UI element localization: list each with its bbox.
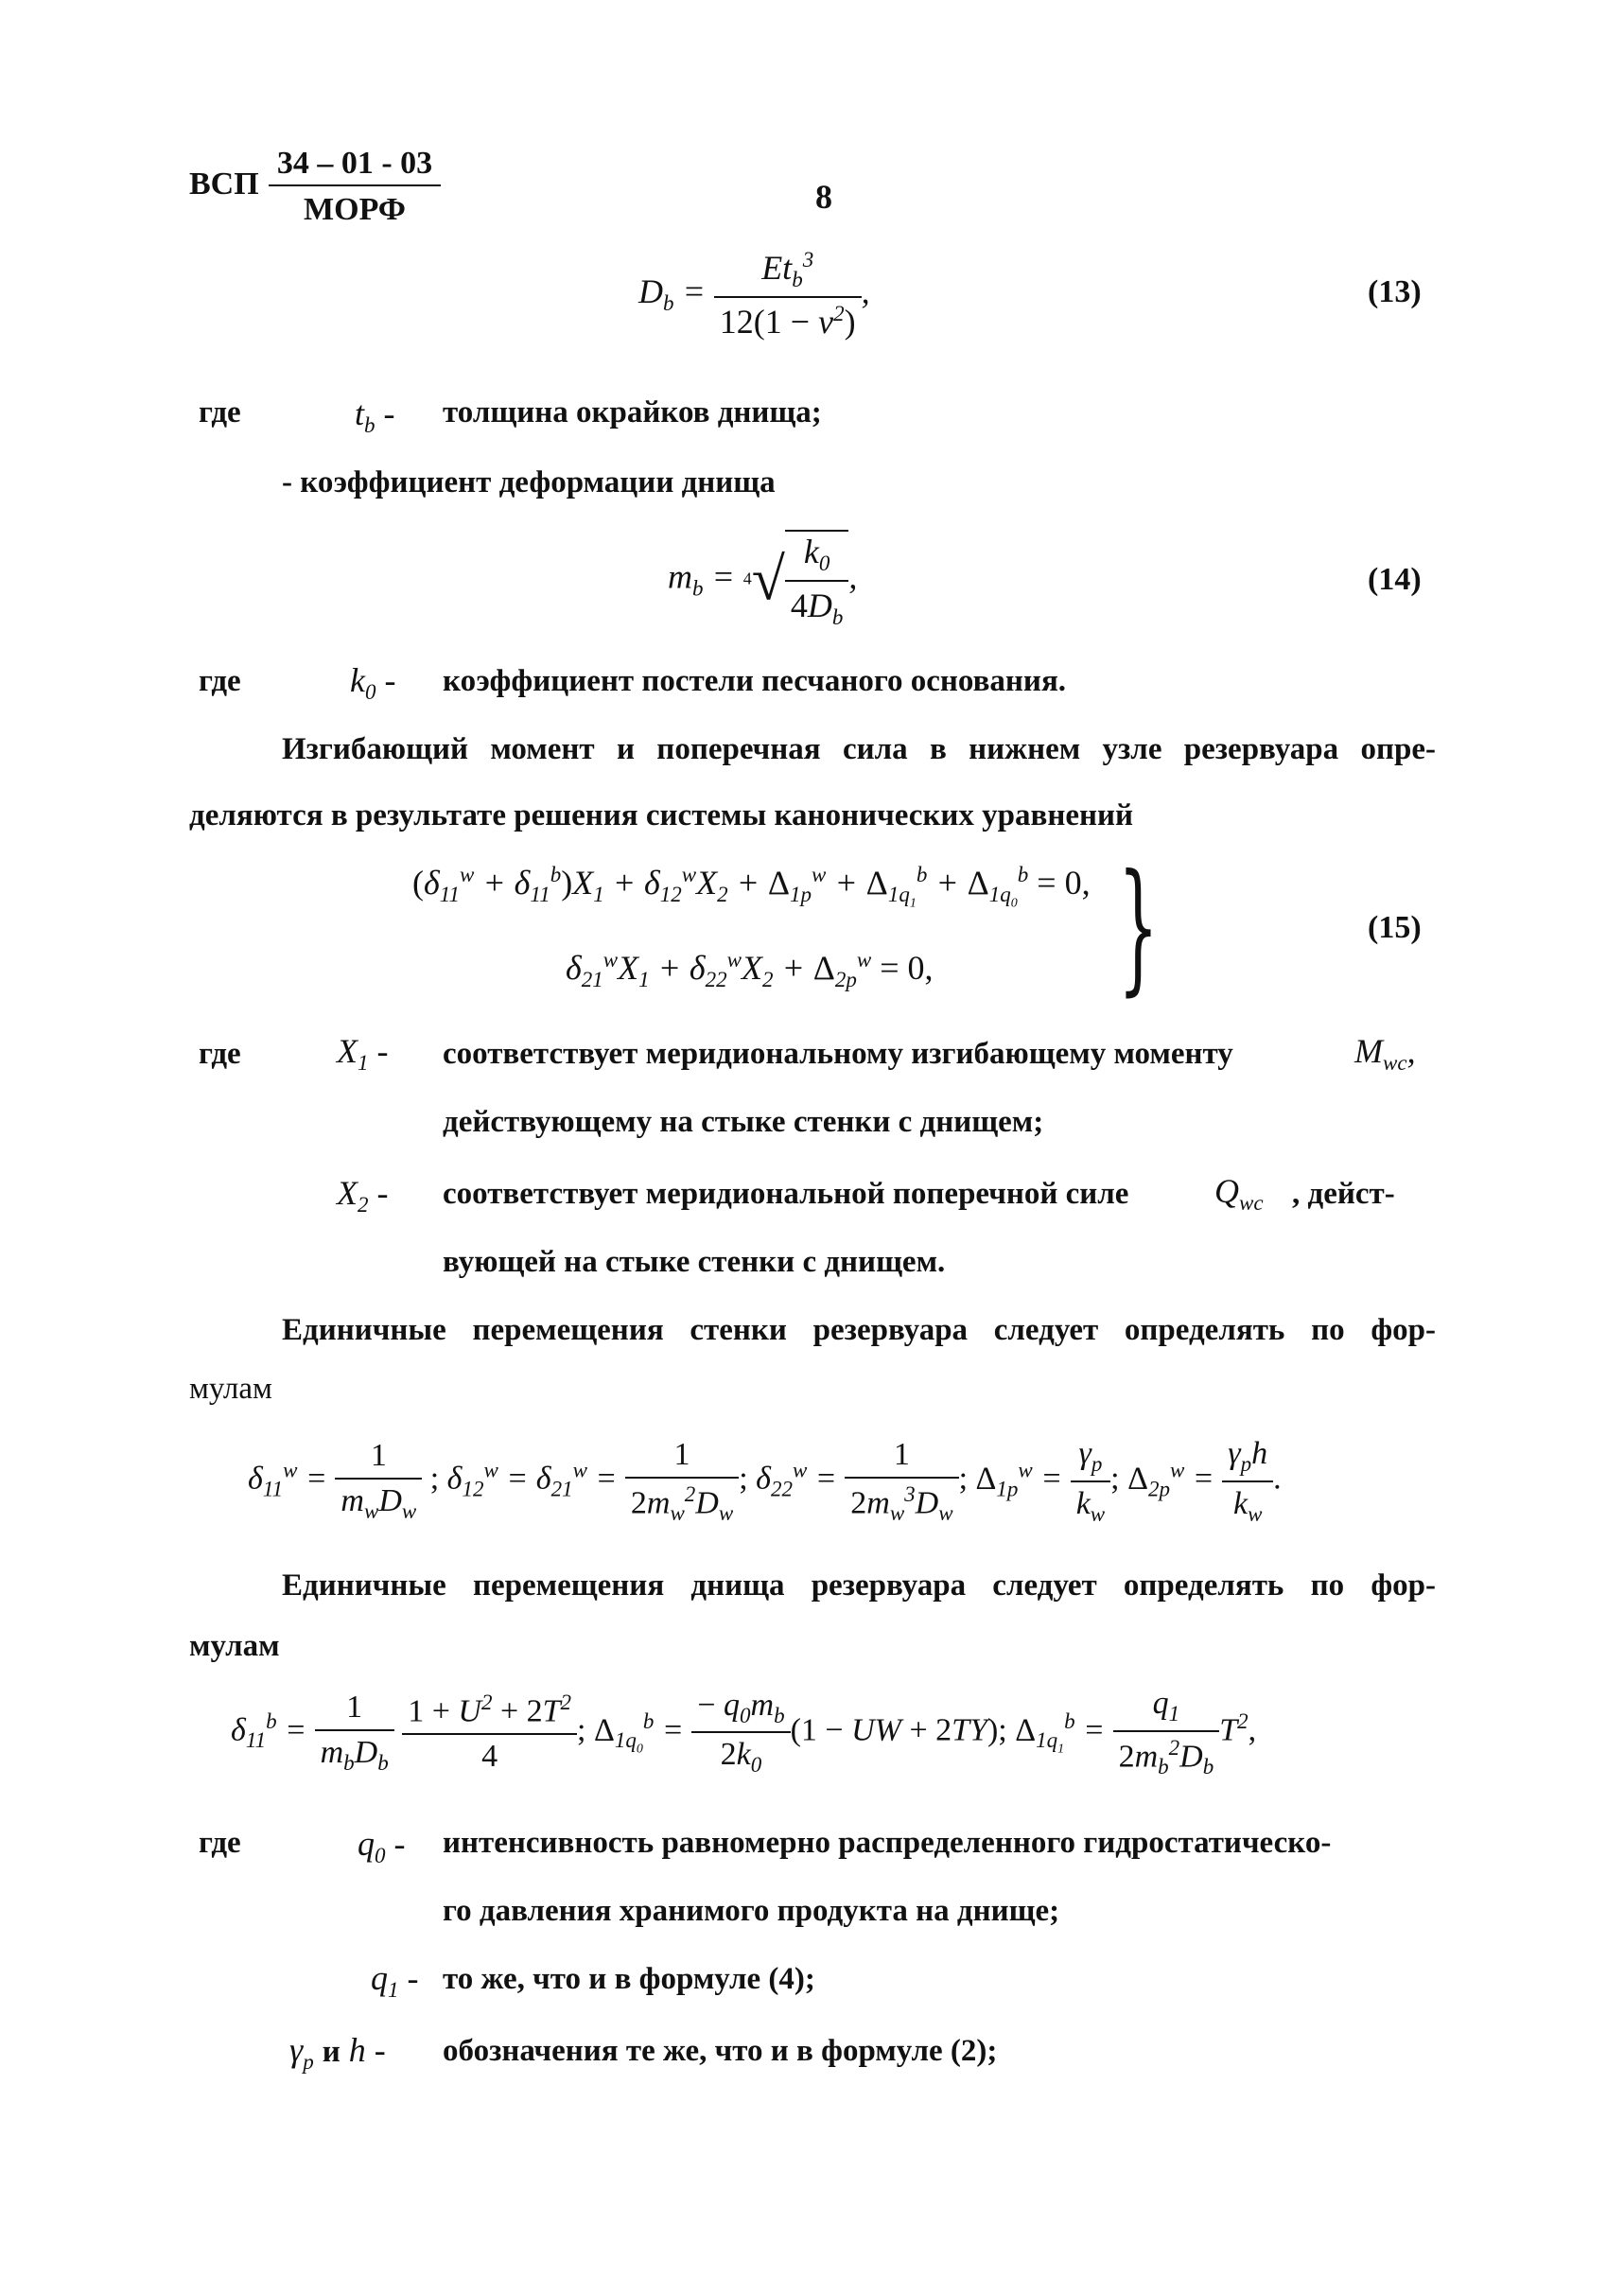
symbol-q0: $q_0$ - (358, 1825, 406, 1868)
definition-x1-line-2: действующему на стыке стенки с днищем; (443, 1105, 1044, 1139)
formula-15-line-1: $(\delta_{11}^w + \delta_{11}^b)X_1 + \delta_{12}^wX_2 + \Delta_{1p}^w + \Delta_{1q_1}^b + \Delta_{1q_0}^b = 0$, (412, 863, 1091, 911)
paragraph-line: Изгибающий момент и поперечная сила в нижнем узле резервуара опре- (282, 732, 1436, 766)
paragraph-line: мулам (189, 1629, 280, 1663)
definition-x1-line-1: соответствует меридиональному изгибающему моменту (443, 1037, 1233, 1071)
definition-q1: то же, что и в формуле (4); (443, 1962, 815, 1996)
where-label: где (199, 664, 241, 698)
where-label: где (199, 1826, 241, 1860)
paragraph-line: мулам (189, 1372, 272, 1406)
symbol-tb: $t_b$ - (355, 394, 395, 438)
equation-number-14: (14) (1368, 562, 1422, 597)
definition-tb: толщина окрайков днища; (443, 395, 822, 429)
definition-x2-line-2: вующей на стыке стенки с днищем. (443, 1245, 946, 1279)
doc-code-bottom: МОРФ (304, 192, 406, 227)
formula-14: $m_b = 4√$ $\frac{k_0}{4D_b}$ , (668, 530, 857, 630)
formula-13: $D_b$ = $\frac{Et_b^3}{12(1 - \nu^2)}$ , (638, 248, 870, 342)
symbol-mwc: $M_{wc}$, (1354, 1032, 1416, 1076)
definition-x2-line-1b: , дейст- (1292, 1177, 1395, 1211)
doc-code-fraction-line (269, 184, 441, 186)
definition-k0: коэффициент постели песчаного основания. (443, 664, 1067, 698)
symbol-k0: $k_0$ - (350, 661, 396, 705)
brace-system: } (1118, 845, 1159, 1009)
symbol-gamma-p-and-h: $\gamma_p$ и h - (289, 2031, 386, 2075)
definition-x2-line-1a: соответствует меридиональной поперечной силе (443, 1177, 1129, 1211)
definition-q0-line-2: го давления хранимого продукта на днище; (443, 1894, 1060, 1928)
doc-code-top: 34 – 01 - 03 (276, 146, 433, 181)
symbol-q1: $q_1$ - (371, 1959, 419, 2003)
formula-wall-displacements: $\delta_{11}^w$ = $\frac{1}{m_wD_w}$ ; $\delta_{12}^w = \delta_{21}^w$ = $\frac{1}{2m_w^2D_w}$ ; $\delta_{22}^w$ = $\frac{1}{2m_w^3D_w}$ ; $\Delta_{1p}^w$ = $\frac{\gamma_p}{k_w}$ ; $\Delta_{2p}^w$ = $\frac{\gamma_ph}{k_w}$ . (248, 1436, 1282, 1526)
doc-code-prefix: ВСП (189, 166, 259, 201)
definition-gamma-h: обозначения те же, что и в формуле (2); (443, 2034, 998, 2068)
formula-bottom-displacements: $\delta_{11}^b$ = $\frac{1}{m_bD_b}$ $\frac{1 + U^2 + 2T^2}{4}$ ; $\Delta_{1q_0}^b$ = $\frac{- q_0m_b}{2k_0}$ (1 − UW + 2TY); $\Delta_{1q_1}^b$ = $\frac{q_1}{2m_b^2D_b}$ $T^2$, (231, 1686, 1257, 1778)
symbol-qwc: $Q_{wc}$ (1214, 1172, 1264, 1216)
paragraph-line: деляются в результате решения системы канонических уравнений (189, 798, 1134, 832)
where-label: где (199, 395, 241, 429)
symbol-x1: $X_1$ - (337, 1032, 389, 1076)
paragraph-line: Единичные перемещения стенки резервуара следует определять по фор- (282, 1313, 1436, 1347)
equation-number-13: (13) (1368, 274, 1422, 309)
formula-15-line-2: $\delta_{21}^wX_1 + \delta_{22}^wX_2 + \Delta_{2p}^w = 0$, (566, 948, 934, 992)
where-label: где (199, 1037, 241, 1071)
equation-number-15: (15) (1368, 910, 1422, 945)
definition-mb: - коэффициент деформации днища (282, 465, 776, 499)
paragraph-line: Единичные перемещения днища резервуара следует определять по фор- (282, 1568, 1436, 1603)
symbol-x2: $X_2$ - (337, 1174, 389, 1218)
page-number: 8 (815, 178, 832, 216)
definition-q0-line-1: интенсивность равномерно распределенного гидростатическо- (443, 1826, 1332, 1860)
